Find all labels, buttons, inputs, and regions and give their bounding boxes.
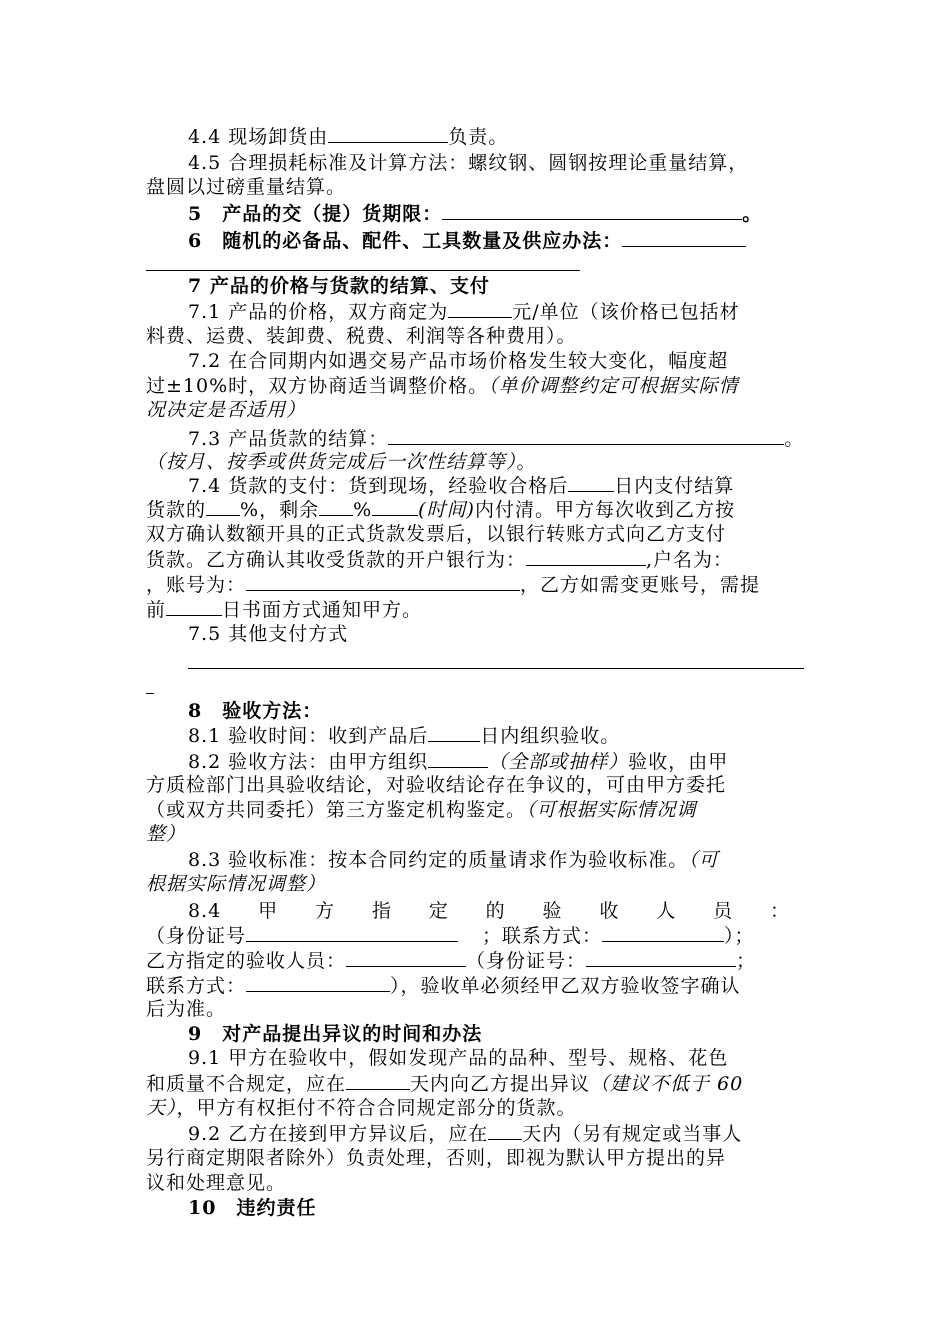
clause-7-5: 7.5 其他支付方式 xyxy=(188,623,349,645)
clause-text: % xyxy=(353,499,373,521)
clause-text: 货款的 xyxy=(146,499,207,521)
clause-word: 人 xyxy=(656,900,677,922)
clause-text: 。 xyxy=(742,203,763,225)
clause-text: ）； xyxy=(724,925,755,947)
clause-text: （或双方共同委托）第三方鉴定机构鉴定。 xyxy=(146,799,527,821)
clause-7-4-line6 xyxy=(146,597,422,621)
blank-field[interactable] xyxy=(319,497,353,516)
clause-7-4-line2 xyxy=(146,497,735,521)
clause-text: 天内（另有规定或当事人 xyxy=(522,1123,743,1145)
blank-field[interactable] xyxy=(602,923,724,942)
clause-7-2-note: 况决定是否适用） xyxy=(146,399,307,421)
clause-8-4-line4 xyxy=(146,973,741,997)
blank-field[interactable] xyxy=(448,299,512,318)
clause-text: 8.3 验收标准：按本合同约定的质量请求作为验收标准。 xyxy=(188,849,689,871)
clause-text: 内付清。甲方每次收到乙方按 xyxy=(474,499,735,521)
blank-field[interactable] xyxy=(586,948,736,967)
blank-field[interactable] xyxy=(488,1121,522,1140)
blank-field[interactable] xyxy=(246,973,390,992)
blank-field[interactable] xyxy=(622,228,746,247)
blank-field[interactable] xyxy=(428,749,488,768)
italic-note: (时间) xyxy=(418,499,475,521)
blank-field[interactable] xyxy=(166,597,222,616)
clause-text: 和质量不合规定，应在 xyxy=(146,1073,347,1095)
blank-field[interactable] xyxy=(146,693,154,694)
clause-text: 天内向乙方提出异议 xyxy=(410,1073,591,1095)
section-9-heading: 9 对产品提出异议的时间和办法 xyxy=(188,1023,483,1045)
clause-8-1 xyxy=(188,723,620,747)
blank-field[interactable] xyxy=(328,124,448,143)
clause-7-4 xyxy=(188,473,734,497)
clause-text: ，乙方如需变更账号，需提 xyxy=(520,574,761,596)
clause-text: 验收，由甲 xyxy=(628,751,729,773)
clause-word: ： xyxy=(769,900,790,922)
clause-text: （身份证号 xyxy=(146,925,247,947)
clause-text: ； xyxy=(736,950,757,972)
blank-field[interactable] xyxy=(246,572,520,591)
clause-text: 8.2 验收方法：由甲方组织 xyxy=(188,751,429,773)
clause-text: 过±10%时，双方协商适当调整价格。 xyxy=(146,375,489,397)
clause-9-2-cont2: 议和处理意见。 xyxy=(146,1172,287,1194)
clause-4-5: 4.5 合理损耗标准及计算方法：螺纹钢、圆钢按理论重量结算， xyxy=(188,152,749,174)
italic-note: （可根据实际情况调 xyxy=(526,799,697,821)
clause-word: 8.4 xyxy=(188,900,222,922)
clause-7-1 xyxy=(188,299,740,323)
clause-7-3-note xyxy=(146,450,537,474)
blank-field[interactable] xyxy=(346,1071,410,1090)
clause-text: ），验收单必须经甲乙双方验收签字确认 xyxy=(390,975,741,997)
clause-7-2-cont xyxy=(146,374,739,398)
clause-text: 货款。乙方确认其收受货款的开户银行为： xyxy=(146,549,527,571)
clause-text: 乙方指定的验收人员： xyxy=(146,950,347,972)
clause-word: 指 xyxy=(371,900,392,922)
clause-text: ,户名为： xyxy=(646,549,734,571)
italic-note: （按月、按季或供货完成后一次性结算等） xyxy=(146,451,517,473)
clause-text: ，账号为： xyxy=(146,574,247,596)
clause-word: 员 xyxy=(713,900,734,922)
clause-word: 验 xyxy=(542,900,563,922)
clause-text: 7.1 产品的价格，双方商定为 xyxy=(188,301,449,323)
blank-field[interactable] xyxy=(146,270,580,271)
clause-8-2-cont: 方质检部门出具验收结论，对验收结论存在争议的，可由甲方委托 xyxy=(146,774,727,796)
blank-field[interactable] xyxy=(388,426,784,445)
blank-field[interactable] xyxy=(526,547,646,566)
clause-text: 8.1 验收时间：收到产品后 xyxy=(188,725,429,747)
clause-8-2-cont2 xyxy=(146,798,697,822)
clause-7-4-line5 xyxy=(146,572,760,596)
section-10-heading: 10 违约责任 xyxy=(188,1197,317,1219)
clause-text: 。 xyxy=(516,451,537,473)
clause-text: 前 xyxy=(146,599,167,621)
clause-text: 日内组织验收。 xyxy=(480,725,621,747)
clause-8-3 xyxy=(188,848,719,872)
section-title: 6 随机的必备品、配件、工具数量及供应办法： xyxy=(188,230,623,252)
clause-word: 定 xyxy=(428,900,449,922)
clause-text: 元/单位（该价格已包括材 xyxy=(512,301,740,323)
clause-8-2-note: 整） xyxy=(146,823,187,845)
blank-field[interactable] xyxy=(246,923,458,942)
clause-text: 日书面方式通知甲方。 xyxy=(222,599,423,621)
italic-note: （单价调整约定可根据实际情 xyxy=(488,375,739,397)
clause-9-2-cont: 另行商定期限者除外）负责处理，否则，即视为默认甲方提出的异 xyxy=(146,1147,727,1169)
blank-field[interactable] xyxy=(346,948,466,967)
clause-text: 7.4 货款的支付：货到现场，经验收合格后 xyxy=(188,475,569,497)
clause-text: ；联系方式： xyxy=(482,925,603,947)
clause-text: 9.2 乙方在接到甲方异议后，应在 xyxy=(188,1123,489,1145)
clause-text: （身份证号： xyxy=(466,950,587,972)
clause-text: 。 xyxy=(784,428,805,450)
clause-text: 负责。 xyxy=(448,126,509,148)
italic-note: （可 xyxy=(688,849,719,871)
clause-7-2: 7.2 在合同期内如遇交易产品市场价格发生较大变化，幅度超 xyxy=(188,350,729,372)
section-6-heading xyxy=(188,228,746,252)
clause-8-2 xyxy=(188,749,728,773)
blank-field[interactable] xyxy=(428,723,480,742)
clause-8-4-line5: 后为准。 xyxy=(146,998,227,1020)
blank-field[interactable] xyxy=(206,497,240,516)
clause-9-2 xyxy=(188,1121,742,1145)
section-5-heading xyxy=(188,201,762,225)
clause-text: %，剩余 xyxy=(240,499,320,521)
clause-text: 4.4 现场卸货由 xyxy=(188,126,329,148)
italic-note: （建议不低于 60 xyxy=(590,1073,744,1095)
clause-text: 日内支付结算 xyxy=(614,475,735,497)
clause-9-1: 9.1 甲方在验收中，假如发现产品的品种、型号、规格、花色 xyxy=(188,1047,729,1069)
blank-field[interactable] xyxy=(568,473,614,492)
clause-8-3-note: 根据实际情况调整） xyxy=(146,873,327,895)
clause-word: 的 xyxy=(485,900,506,922)
clause-word: 收 xyxy=(599,900,620,922)
blank-field[interactable] xyxy=(442,201,742,220)
clause-8-4 xyxy=(188,899,790,923)
italic-note: （全部或抽样） xyxy=(488,751,629,773)
clause-9-1-cont xyxy=(146,1071,743,1095)
clause-word: 甲 xyxy=(258,900,279,922)
clause-word: 方 xyxy=(314,900,335,922)
clause-8-4-line3 xyxy=(146,948,756,972)
section-title: 5 产品的交（提）货期限： xyxy=(188,203,443,225)
section-7-heading: 7 产品的价格与货款的结算、支付 xyxy=(188,275,490,297)
clause-7-4-line3: 双方确认数额开具的正式货款发票后，以银行转账方式向乙方支付 xyxy=(146,523,727,545)
clause-8-4-line2 xyxy=(146,923,755,947)
clause-7-4-line4 xyxy=(146,547,733,571)
clause-text: 7.3 产品货款的结算： xyxy=(188,428,389,450)
clause-9-1-cont2 xyxy=(146,1096,577,1120)
clause-4-4 xyxy=(188,124,508,148)
clause-text: ，甲方有权拒付不符合合同规定部分的货款。 xyxy=(176,1097,577,1119)
clause-7-3 xyxy=(188,426,804,450)
clause-4-5-cont: 盘圆以过磅重量结算。 xyxy=(146,176,347,198)
clause-text: 联系方式： xyxy=(146,975,247,997)
blank-field[interactable] xyxy=(372,497,418,516)
italic-note: 天） xyxy=(146,1097,177,1119)
clause-7-1-cont: 料费、运费、装卸费、税费、利润等各种费用）。 xyxy=(146,325,577,347)
blank-field[interactable] xyxy=(188,668,804,669)
section-8-heading: 8 验收方法： xyxy=(188,700,323,722)
